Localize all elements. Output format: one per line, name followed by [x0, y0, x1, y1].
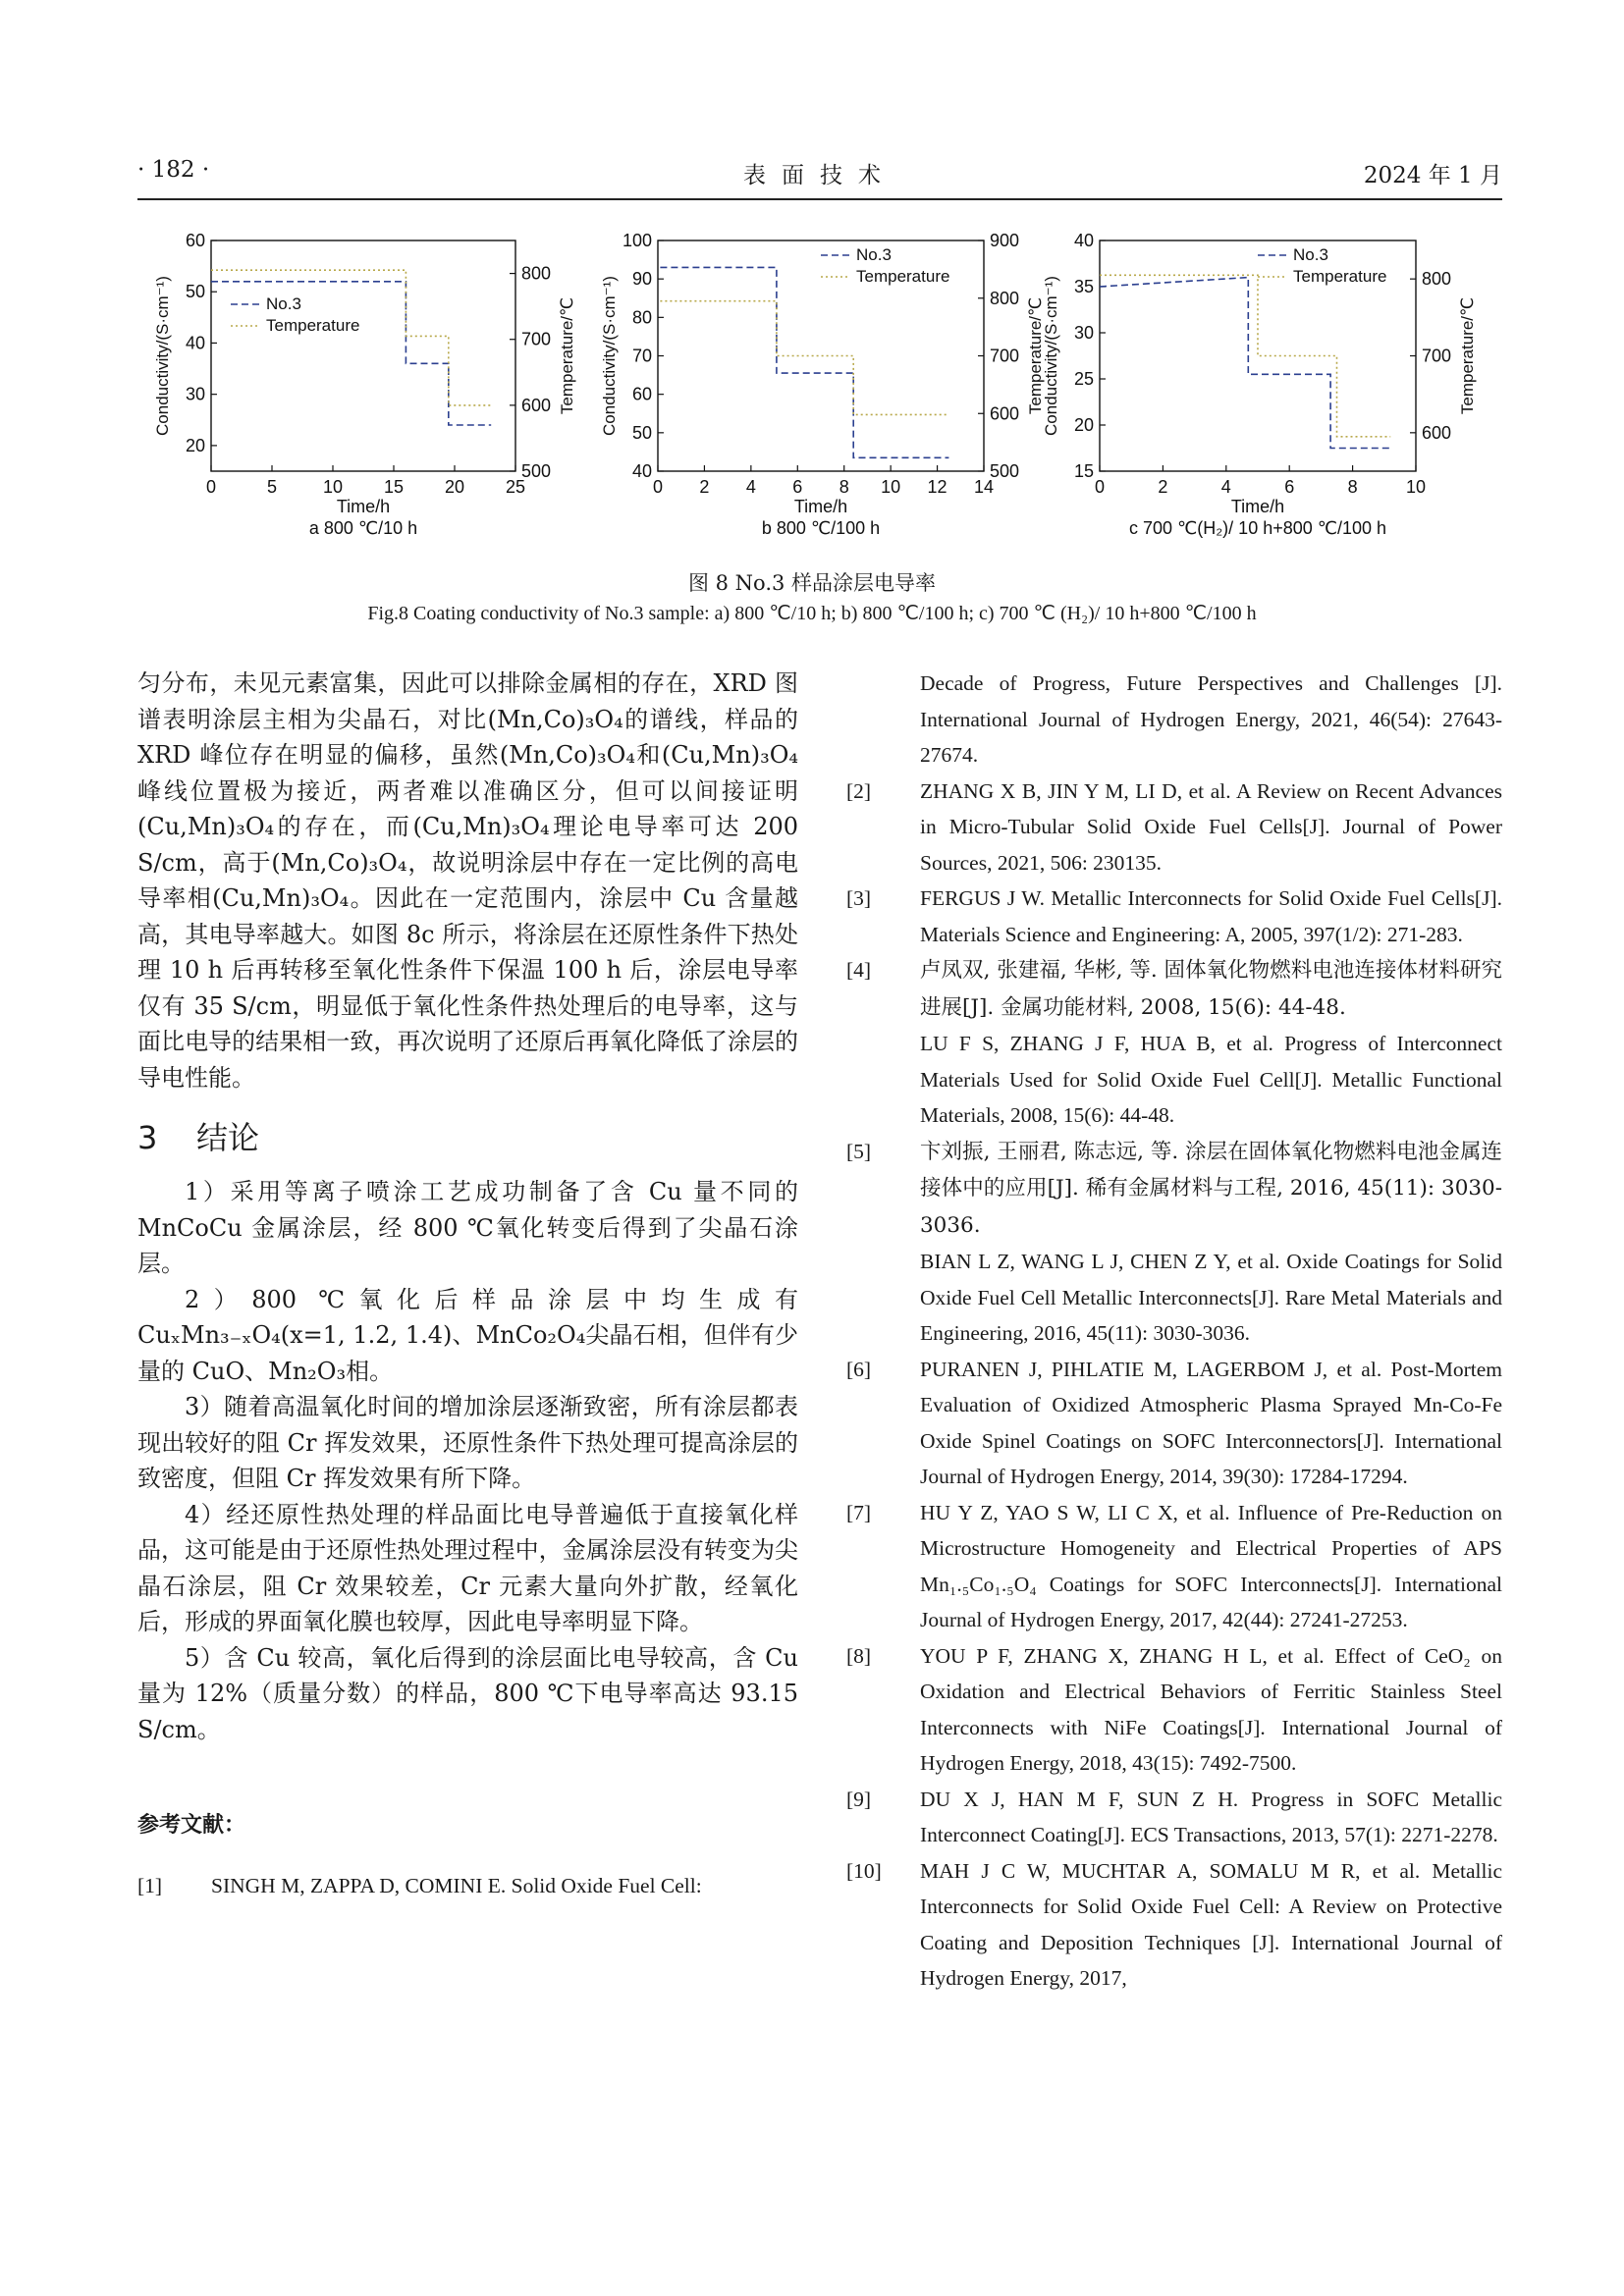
y2-tick-label: 800 [990, 288, 1020, 308]
reference-number: [2] [846, 778, 872, 803]
series-line-conductivity [660, 267, 948, 457]
y2-tick-label: 700 [990, 346, 1020, 366]
conclusion-3: 3）随着高温氧化时间的增加涂层逐渐致密，所有涂层都表现出较好的阻 Cr 挥发效果，还原性条件下热处理可提高涂层的致密度，但阻 Cr 挥发效果有所下降。 [137, 1393, 798, 1492]
x-tick-label: 8 [839, 477, 849, 497]
y2-tick-label: 900 [990, 231, 1020, 250]
legend-label: Temperature [856, 267, 950, 286]
conclusion-5: 5）含 Cu 较高，氧化后得到的涂层面比电导较高，含 Cu 量为 12%（质量分数）的样品，800 ℃下电导率高达 93.15 S/cm。 [137, 1643, 798, 1743]
chart-panel-2 [1042, 231, 1477, 538]
y-tick-label: 50 [185, 282, 205, 302]
reference-text: Decade of Progress, Future Perspectives and Challenges [J]. International Journal of Hydrogen Energy, 2021, 46(54): 27643-27674. [920, 671, 1502, 767]
y-axis-label: Conductivity/(S·cm⁻¹) [153, 276, 172, 436]
x-tick-label: 8 [1347, 477, 1358, 497]
reference-number: [3] [846, 886, 872, 910]
figure-caption-en: Fig.8 Coating conductivity of No.3 sample: a) 800 ℃/10 h; b) 800 ℃/100 h; c) 700 ℃ (H₂)/ 10 h+800 ℃/100 h [367, 603, 1257, 624]
x-axis-label: Time/h [1230, 497, 1285, 516]
conclusion-2: 2）800 ℃氧化后样品涂层中均生成有 CuₓMn₃₋ₓO₄(x=1, 1.2, 1.4)、MnCo₂O₄尖晶石相，但伴有少量的 CuO、Mn₂O₃相。 [137, 1285, 798, 1385]
reference-number: [1] [137, 1874, 163, 1897]
reference-number: [4] [846, 958, 872, 982]
x-tick-label: 6 [1284, 477, 1295, 497]
panel-label: b 800 ℃/100 h [761, 518, 881, 538]
y2-tick-label: 500 [990, 461, 1020, 481]
reference-text: DU X J, HAN M F, SUN Z H. Progress in SOFC Metallic Interconnect Coating[J]. ECS Transactions, 2013, 57(1): 2271-2278. [920, 1787, 1502, 1846]
y-axis-label: Conductivity/(S·cm⁻¹) [600, 276, 619, 436]
y-tick-label: 20 [1073, 415, 1094, 435]
y2-tick-label: 800 [521, 263, 552, 284]
y2-axis-label: Temperature/℃ [1026, 296, 1045, 415]
y-tick-label: 90 [631, 269, 652, 290]
reference-text-cn: 卢凤双, 张建福, 华彬, 等. 固体氧化物燃料电池连接体材料研究进展[J]. 金属功能材料, 2008, 15(6): 44-48. [920, 958, 1502, 1020]
y-tick-label: 30 [1073, 323, 1094, 343]
references-heading: 参考文献： [137, 1813, 246, 1838]
y-tick-label: 20 [185, 435, 205, 455]
legend-label: Temperature [1293, 267, 1387, 286]
y2-tick-label: 800 [1422, 269, 1452, 290]
y-tick-label: 40 [185, 333, 205, 353]
journal-name: 表面技术 [743, 163, 896, 188]
y-tick-label: 100 [622, 231, 652, 250]
panel-label: a 800 ℃/10 h [308, 518, 418, 538]
x-tick-label: 20 [444, 477, 465, 497]
y-tick-label: 80 [631, 307, 652, 328]
y2-tick-label: 700 [521, 329, 552, 349]
x-tick-label: 0 [205, 477, 217, 497]
series-line-conductivity [1100, 278, 1390, 449]
reference-text: MAH J C W, MUCHTAR A, SOMALU M R, et al. Metallic Interconnects for Solid Oxide Fuel Cell: A Review on Protective Coating and Deposition Techniques [J]. International Journal of Hydrogen Energy, 2017, [920, 1858, 1502, 1990]
reference-item [846, 1638, 1502, 1782]
y2-tick-label: 700 [1422, 346, 1452, 366]
reference-number: [7] [846, 1500, 872, 1524]
x-tick-label: 25 [505, 477, 526, 497]
x-axis-label: Time/h [336, 497, 391, 516]
reference-text: YOU P F, ZHANG X, ZHANG H L, et al. Effect of CeO₂ on Oxidation and Electrical Behaviors of Ferritic Stainless Steel Interconnects with NiFe Coatings[J]. International Journal of Hydrogen Energy, 2018, 43(15): 7492-7500. [920, 1643, 1502, 1775]
reference-number: [5] [846, 1139, 872, 1163]
right-column [846, 666, 1502, 1997]
legend-label: No.3 [1293, 245, 1328, 264]
reference-text-en: BIAN L Z, WANG L J, CHEN Z Y, et al. Oxide Coatings for Solid Oxide Fuel Cell Metallic Interconnects[J]. Rare Metal Materials and Engineering, 2016, 45(11): 3030-3036. [920, 1250, 1502, 1345]
legend-label: Temperature [266, 316, 360, 335]
y-tick-label: 30 [185, 384, 205, 404]
y-tick-label: 50 [631, 422, 652, 443]
reference-item [846, 1352, 1502, 1495]
y2-tick-label: 600 [521, 395, 552, 415]
reference-item [846, 774, 1502, 881]
legend-label: No.3 [856, 245, 892, 264]
series-line-temperature [660, 301, 948, 415]
x-tick-label: 14 [973, 477, 995, 497]
issue-date: 2024 年 1 月 [1363, 163, 1502, 188]
x-tick-label: 4 [1220, 477, 1231, 497]
section-heading [137, 1113, 798, 1156]
y-tick-label: 40 [1073, 231, 1094, 250]
legend-label: No.3 [266, 294, 301, 313]
reference-text: PURANEN J, PIHLATIE M, LAGERBOM J, et al. Post-Mortem Evaluation of Oxidized Atmospheric Plasma Sprayed Mn-Co-Fe Oxide Spinel Coatings on SOFC Interconnectors[J]. International Journal of Hydrogen Energy, 2014, 39(30): 17284-17294. [920, 1357, 1502, 1488]
reference-item [846, 1853, 1502, 1997]
conclusion-4: 4）经还原性热处理的样品面比电导普遍低于直接氧化样品，这可能是由于还原性热处理过程中，金属涂层没有转变为尖晶石涂层，阻 Cr 效果较差，Cr 元素大量向外扩散，经氧化后，形成的界面氧化膜也较厚，因此电导率明显下降。 [137, 1500, 798, 1635]
reference-item [846, 952, 1502, 1134]
chart-panel-0 [153, 231, 576, 538]
page-number: · 182 · [137, 157, 210, 183]
y-tick-label: 15 [1073, 461, 1094, 481]
section-number: 3 [137, 1119, 158, 1156]
reference-item [137, 1868, 798, 1904]
reference-text: ZHANG X B, JIN Y M, LI D, et al. A Review on Recent Advances in Micro-Tubular Solid Oxide Fuel Cells[J]. Journal of Power Sources, 2021, 506: 230135. [920, 778, 1502, 875]
y-tick-label: 60 [631, 384, 652, 404]
y2-axis-label: Temperature/℃ [558, 296, 576, 415]
x-tick-label: 2 [1158, 477, 1168, 497]
x-tick-label: 2 [699, 477, 710, 497]
x-tick-label: 5 [266, 477, 278, 497]
y2-tick-label: 600 [1422, 422, 1452, 443]
header-rule [137, 198, 1502, 200]
figure-8-charts [137, 221, 1512, 555]
reference-number: [10] [846, 1858, 882, 1883]
reference-text: HU Y Z, YAO S W, LI C X, et al. Influence of Pre-Reduction on Microstructure Homogeneity and Electrical Properties of APS Mn₁.₅Co₁.₅O₄ Coatings for SOFC Interconnects[J]. International Journal of Hydrogen Energy, 2017, 42(44): 27241-27253. [920, 1500, 1502, 1631]
reference-number: [6] [846, 1357, 872, 1381]
reference-item [846, 1782, 1502, 1853]
conclusion-1: 1）采用等离子喷涂工艺成功制备了含 Cu 量不同的 MnCoCu 金属涂层，经 800 ℃氧化转变后得到了尖晶石涂层。 [137, 1178, 798, 1277]
series-line-temperature [1100, 275, 1390, 437]
x-tick-label: 15 [383, 477, 405, 497]
reference-item [846, 1495, 1502, 1638]
y2-axis-label: Temperature/℃ [1458, 296, 1477, 415]
y-tick-label: 70 [631, 346, 652, 366]
y-tick-label: 40 [631, 461, 652, 481]
reference-number: [9] [846, 1787, 872, 1811]
chart-panel-1 [600, 231, 1045, 538]
y2-tick-label: 500 [521, 461, 552, 481]
y2-tick-label: 600 [990, 403, 1020, 424]
reference-text-cn: 卞刘振, 王丽君, 陈志远, 等. 涂层在固体氧化物燃料电池金属连接体中的应用[J]. 稀有金属材料与工程, 2016, 45(11): 3030-3036. [920, 1139, 1502, 1238]
x-tick-label: 10 [1405, 477, 1427, 497]
left-column [137, 666, 798, 1904]
x-tick-label: 6 [792, 477, 803, 497]
y-tick-label: 60 [185, 231, 205, 250]
x-axis-label: Time/h [793, 497, 848, 516]
reference-continuation [846, 666, 1502, 774]
reference-text: FERGUS J W. Metallic Interconnects for Solid Oxide Fuel Cells[J]. Materials Science and Engineering: A, 2005, 397(1/2): 271-283. [920, 886, 1502, 946]
x-tick-label: 0 [1094, 477, 1106, 497]
y-axis-label: Conductivity/(S·cm⁻¹) [1042, 276, 1060, 436]
paragraph-conductivity-discussion: 匀分布，未见元素富集，因此可以排除金属相的存在，XRD 图谱表明涂层主相为尖晶石，对比(Mn,Co)₃O₄的谱线，样品的 XRD 峰位存在明显的偏移，虽然(Mn,Co)₃O₄和(Cu,Mn)₃O₄峰线位置极为接近，两者难以准确区分，但可以间接证明(Cu,Mn)₃O₄的存在，而(Cu,Mn)₃O₄理论电导率可达 200 S/cm，高于(Mn,Co)₃O₄，故说明涂层中存在一定比例的高电导率相(Cu,Mn)₃O₄。因此在一定范围内，涂层中 Cu 含量越高，其电导率越大。如图 8c 所示，将涂层在还原性条件下热处理 10 h 后再转移至氧化性条件下保温 100 h 后，涂层电导率仅有 35 S/cm，明显低于氧化性条件热处理后的电导率，这与面比电导的结果相一致，再次说明了还原后再氧化降低了涂层的导电性能。 [137, 669, 798, 1092]
reference-item [846, 1134, 1502, 1352]
x-tick-label: 10 [881, 477, 901, 497]
reference-number: [8] [846, 1643, 872, 1668]
x-tick-label: 10 [322, 477, 344, 497]
x-tick-label: 0 [652, 477, 664, 497]
figure-caption-cn: 图 8 No.3 样品涂层电导率 [687, 571, 937, 595]
reference-text-en: LU F S, ZHANG J F, HUA B, et al. Progress of Interconnect Materials Used for Solid Oxide Fuel Cell[J]. Metallic Functional Materials, 2008, 15(6): 44-48. [920, 1032, 1502, 1127]
reference-text: SINGH M, ZAPPA D, COMINI E. Solid Oxide Fuel Cell: [211, 1874, 702, 1897]
reference-item [846, 881, 1502, 952]
section-title: 结论 [196, 1119, 260, 1156]
x-tick-label: 12 [927, 477, 947, 497]
y-tick-label: 25 [1073, 369, 1094, 389]
running-header [137, 157, 1502, 196]
panel-label: c 700 ℃(H₂)/ 10 h+800 ℃/100 h [1128, 518, 1387, 538]
x-tick-label: 4 [745, 477, 756, 497]
plot-frame [211, 240, 515, 471]
y-tick-label: 35 [1073, 277, 1094, 296]
